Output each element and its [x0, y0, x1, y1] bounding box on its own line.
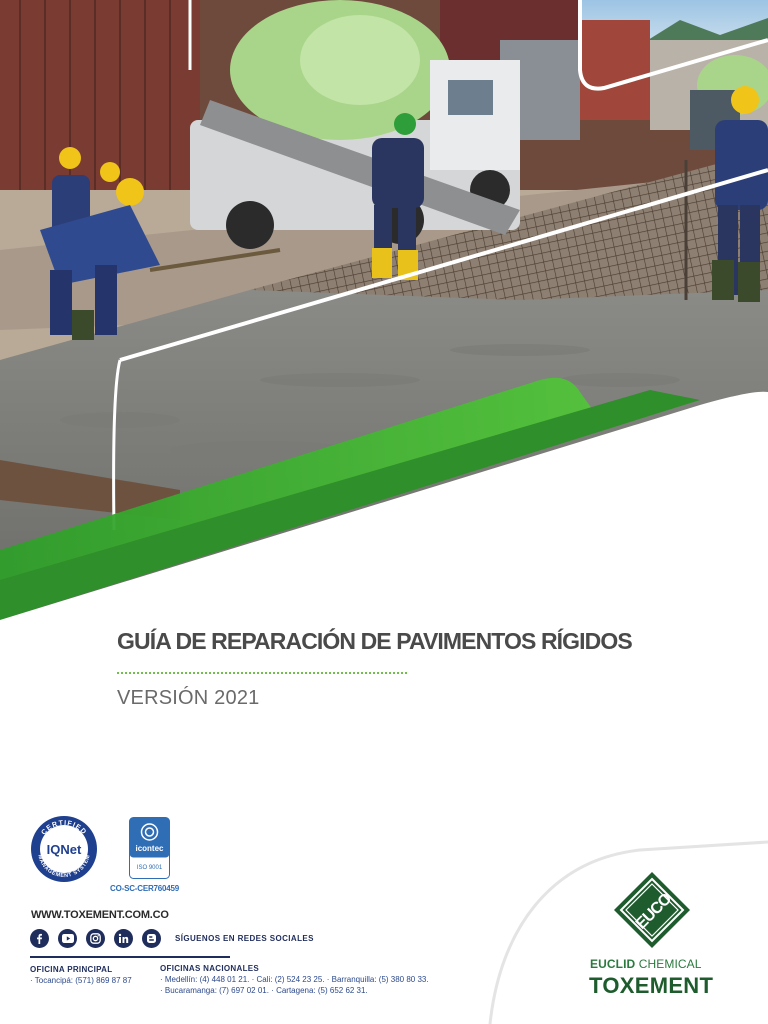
social-label: SÍGUENOS EN REDES SOCIALES: [175, 933, 314, 943]
instagram-icon[interactable]: [86, 929, 105, 948]
brand-chemical: CHEMICAL: [635, 957, 702, 971]
iqnet-top-text: CERTIFIED: [40, 819, 88, 837]
icontec-standard: ISO 9001: [136, 865, 163, 871]
brand-euclid: EUCLID: [590, 957, 636, 971]
main-office-phone: · Tocancipá: (571) 869 87 87: [30, 976, 132, 985]
logo-letters: EUCO: [632, 890, 675, 933]
brand-toxement: TOXEMENT: [589, 973, 714, 998]
national-offices-heading: OFICINAS NACIONALES: [160, 964, 260, 973]
national-offices: [160, 964, 429, 996]
footer-divider: [30, 956, 230, 958]
iqnet-certification-badge: [30, 815, 98, 883]
social-links: [30, 928, 314, 948]
national-offices-line: · Bucaramanga: (7) 697 02 01. · Cartagena: (5) 652 62 31.: [160, 986, 368, 995]
national-offices-line: · Medellín: (4) 448 01 21. · Cali: (2) 524 23 25. · Barranquilla: (5) 380 80 33.: [160, 975, 429, 984]
title-divider: [117, 672, 407, 674]
facebook-icon[interactable]: [30, 929, 49, 948]
iqnet-bottom-text: MANAGEMENT SYSTEM: [36, 854, 92, 880]
iqnet-brand: IQNet: [46, 842, 82, 857]
document-version: VERSIÓN 2021: [117, 687, 260, 709]
certification-code: CO-SC-CER760459: [110, 884, 180, 893]
youtube-icon[interactable]: [58, 929, 77, 948]
icontec-certification-badge: [129, 817, 170, 879]
main-office: [30, 965, 132, 986]
linkedin-icon[interactable]: [114, 929, 133, 948]
blog-icon[interactable]: [142, 929, 161, 948]
brand-euclid-chemical: [590, 957, 702, 971]
euclid-logo-icon: [612, 870, 692, 950]
icontec-brand: icontec: [135, 844, 164, 853]
main-office-heading: OFICINA PRINCIPAL: [30, 965, 113, 974]
website-link[interactable]: WWW.TOXEMENT.COM.CO: [31, 909, 169, 921]
document-title: GUÍA DE REPARACIÓN DE PAVIMENTOS RÍGIDOS: [117, 628, 632, 654]
